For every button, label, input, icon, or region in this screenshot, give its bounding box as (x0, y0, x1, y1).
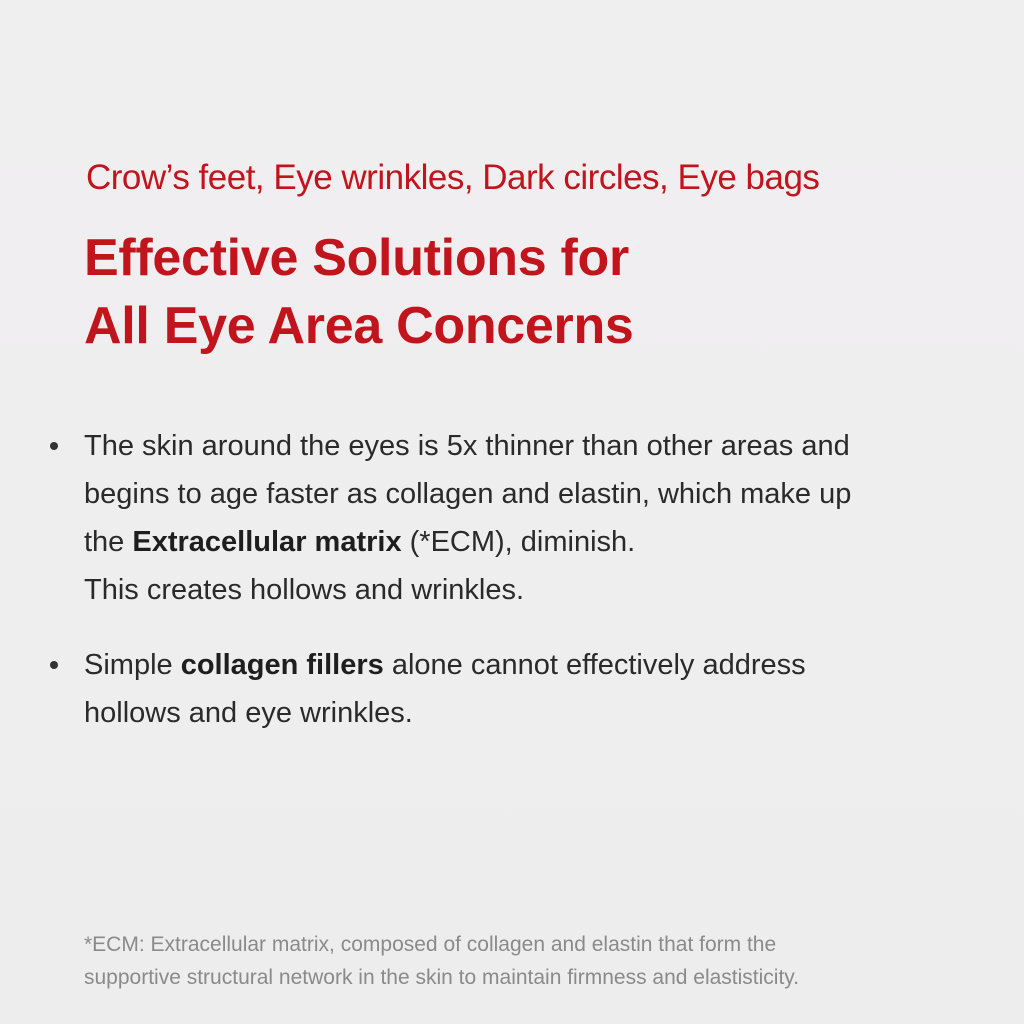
bullet-item-collagen-fillers (50, 641, 980, 741)
bullet-line: hollows and eye wrinkles. (84, 697, 413, 729)
bullet-item-skin-thinness (50, 422, 980, 622)
bullet-text (84, 641, 984, 737)
ecm-footnote (84, 928, 984, 994)
bullet-line (84, 518, 984, 566)
bullet-line: begins to age faster as collagen and elastin, which make up (84, 478, 852, 510)
ecm-term-bold: Extracellular matrix (132, 526, 402, 558)
bullet-text-segment: Simple (84, 649, 181, 681)
collagen-fillers-bold: collagen fillers (180, 649, 384, 681)
concerns-subtitle: Crow’s feet, Eye wrinkles, Dark circles, Eye bags (86, 158, 820, 197)
headline-line-1: Effective Solutions for (84, 229, 629, 287)
page-headline (84, 224, 904, 360)
bullet-line (84, 641, 984, 689)
bullet-text (84, 422, 984, 614)
bullet-dot-icon (50, 442, 58, 450)
footnote-line: supportive structural network in the skin to maintain firmness and elastisticity. (84, 966, 800, 989)
bullet-text-segment: (*ECM), diminish. (401, 526, 636, 558)
headline-line-2: All Eye Area Concerns (84, 297, 634, 355)
footnote-line: *ECM: Extracellular matrix, composed of collagen and elastin that form the (84, 933, 777, 956)
bullet-line: The skin around the eyes is 5x thinner than other areas and (84, 430, 850, 462)
bullet-dot-icon (50, 661, 58, 669)
bullet-text-segment: the (84, 526, 133, 558)
bullet-text-segment: alone cannot effectively address (383, 649, 806, 681)
bullet-line: This creates hollows and wrinkles. (84, 574, 525, 606)
